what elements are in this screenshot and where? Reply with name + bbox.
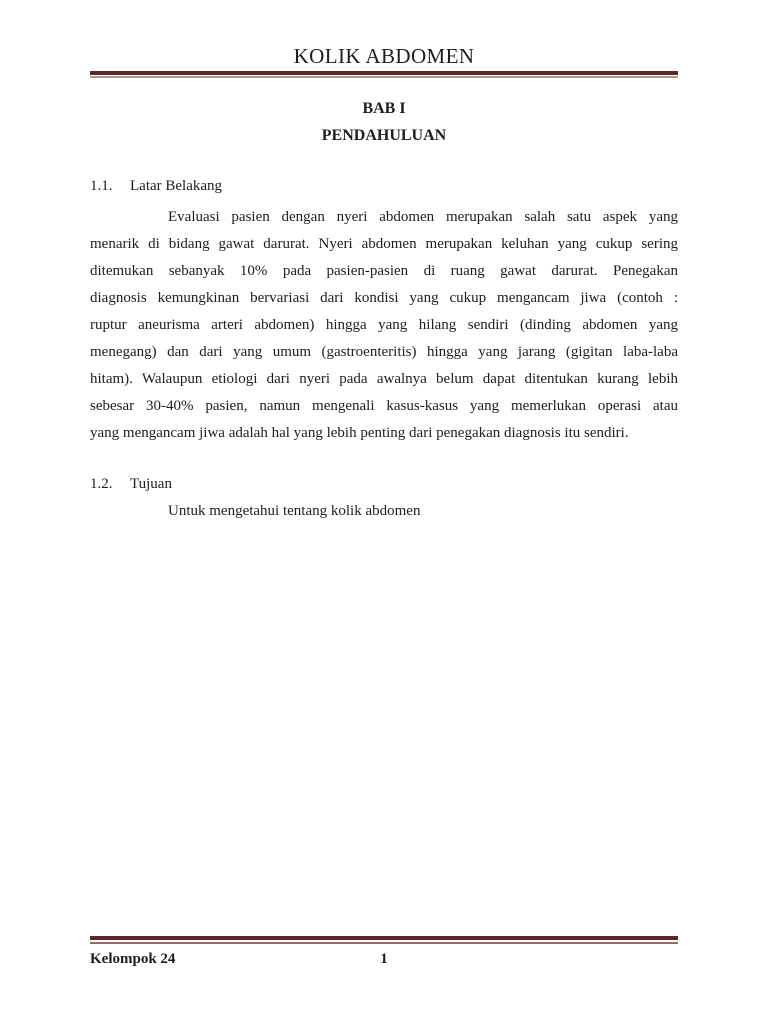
page-footer (90, 936, 678, 971)
paragraph-line: menegang) dan dari yang umum (gastroenteritis) hingga yang jarang (gigitan laba-laba (90, 344, 678, 360)
footer-rule (90, 936, 678, 944)
paragraph-line: Evaluasi pasien dengan nyeri abdomen merupakan salah satu aspek yang (168, 209, 678, 225)
section-1-2-body: Untuk mengetahui tentang kolik abdomen (168, 503, 421, 519)
paragraph-line: yang mengancam jiwa adalah hal yang lebih penting dari penegakan diagnosis itu sendiri. (90, 425, 629, 441)
section-title: Latar Belakang (130, 178, 223, 194)
section-1-1-paragraph (90, 204, 678, 447)
paragraph-line: diagnosis kemungkinan bervariasi dari kondisi yang cukup mengancam jiwa (contoh : (90, 290, 678, 306)
author-label: Kelompok 24 (90, 951, 176, 967)
paragraph-line: sebesar 30-40% pasien, namun mengenali kasus-kasus yang memerlukan operasi atau (90, 398, 678, 414)
title-rule (90, 71, 678, 78)
footer-row (90, 947, 678, 971)
chapter-title: PENDAHULUAN (321, 127, 447, 144)
page-content (90, 0, 678, 525)
document-title: KOLIK ABDOMEN (293, 44, 475, 68)
section-1-2-heading (90, 471, 678, 498)
page-number: 1 (380, 951, 388, 967)
chapter-label: BAB I (362, 100, 406, 117)
title-rule-thin (90, 76, 678, 78)
section-title: Tujuan (130, 476, 172, 492)
footer-rule-thin (90, 942, 678, 944)
section-number: 1.1. (90, 178, 113, 194)
paragraph-line: ditemukan sebanyak 10% pada pasien-pasien di ruang gawat darurat. Penegakan (90, 263, 678, 279)
chapter-heading (90, 95, 678, 149)
paragraph-line: hitam). Walaupun etiologi dari nyeri pada awalnya belum dapat ditentukan kurang lebih (90, 371, 678, 387)
section-1-1-heading (90, 173, 678, 200)
paragraph-line: menarik di bidang gawat darurat. Nyeri abdomen merupakan keluhan yang cukup sering (90, 236, 678, 252)
paragraph-line: ruptur aneurisma arteri abdomen) hingga yang hilang sendiri (dinding abdomen yang (90, 317, 678, 333)
section-number: 1.2. (90, 476, 113, 492)
